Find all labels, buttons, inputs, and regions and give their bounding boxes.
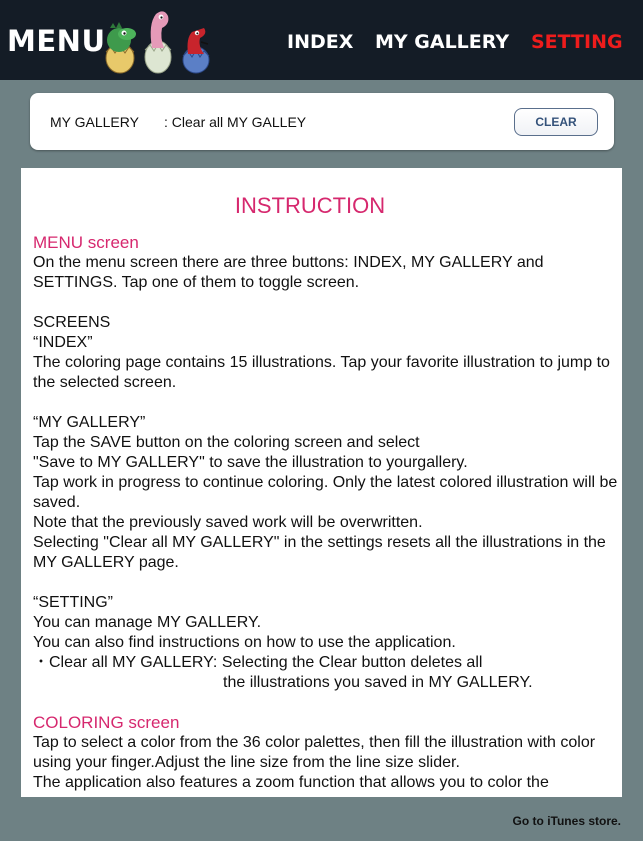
- instruction-body: [33, 233, 618, 793]
- gallery-text-line: Tap work in progress to continue coloring. Only the latest colored illustration will be saved.: [33, 474, 618, 511]
- itunes-store-link[interactable]: Go to iTunes store.: [512, 814, 621, 828]
- menu-screen-text: On the menu screen there are three buttons: INDEX, MY GALLERY and SETTINGS. Tap one of them to toggle screen.: [33, 254, 544, 291]
- setting-heading: “SETTING”: [33, 594, 113, 611]
- nav-my-gallery[interactable]: MY GALLERY: [375, 31, 510, 53]
- clear-button[interactable]: CLEAR: [514, 108, 598, 136]
- instruction-panel[interactable]: [21, 168, 622, 797]
- coloring-text-line: The application also features a zoom function that allows you to color the: [33, 774, 549, 791]
- top-header: [0, 0, 643, 80]
- gallery-text-line: Selecting "Clear all MY GALLERY" in the settings resets all the illustrations in the MY GALLERY page.: [33, 534, 606, 571]
- setting-description: : Clear all MY GALLEY: [164, 114, 307, 130]
- nav-setting[interactable]: SETTING: [531, 31, 623, 53]
- setting-text-line: You can also find instructions on how to use the application.: [33, 634, 456, 651]
- gallery-text-line: Tap the SAVE button on the coloring screen and select: [33, 434, 420, 451]
- screens-heading: SCREENS: [33, 314, 111, 331]
- coloring-text-line: Tap to select a color from the 36 color palettes, then fill the illustration with color using your finger.Adjust the line size from the line size slider.: [33, 734, 596, 771]
- setting-text-line: the illustrations you saved in MY GALLERY.: [223, 674, 533, 691]
- setting-label: MY GALLERY: [50, 114, 139, 130]
- index-heading: “INDEX”: [33, 334, 93, 351]
- menu-title: MENU: [7, 24, 106, 58]
- nav-index[interactable]: INDEX: [287, 31, 354, 53]
- instruction-title: INSTRUCTION: [234, 193, 386, 218]
- my-gallery-setting-panel: [30, 93, 614, 150]
- setting-text-line: ・Clear all MY GALLERY: Selecting the Clear button deletes all: [33, 654, 483, 671]
- dinosaur-mascots-logo: [100, 4, 216, 76]
- gallery-text-line: "Save to MY GALLERY" to save the illustration to yourgallery.: [33, 454, 468, 471]
- setting-text-line: You can manage MY GALLERY.: [33, 614, 262, 631]
- coloring-screen-heading: COLORING screen: [33, 713, 180, 732]
- gallery-heading: “MY GALLERY”: [33, 414, 146, 431]
- gallery-text-line: Note that the previously saved work will be overwritten.: [33, 514, 423, 531]
- menu-screen-heading: MENU screen: [33, 233, 139, 252]
- index-text: The coloring page contains 15 illustrations. Tap your favorite illustration to jump to the selected screen.: [33, 354, 610, 391]
